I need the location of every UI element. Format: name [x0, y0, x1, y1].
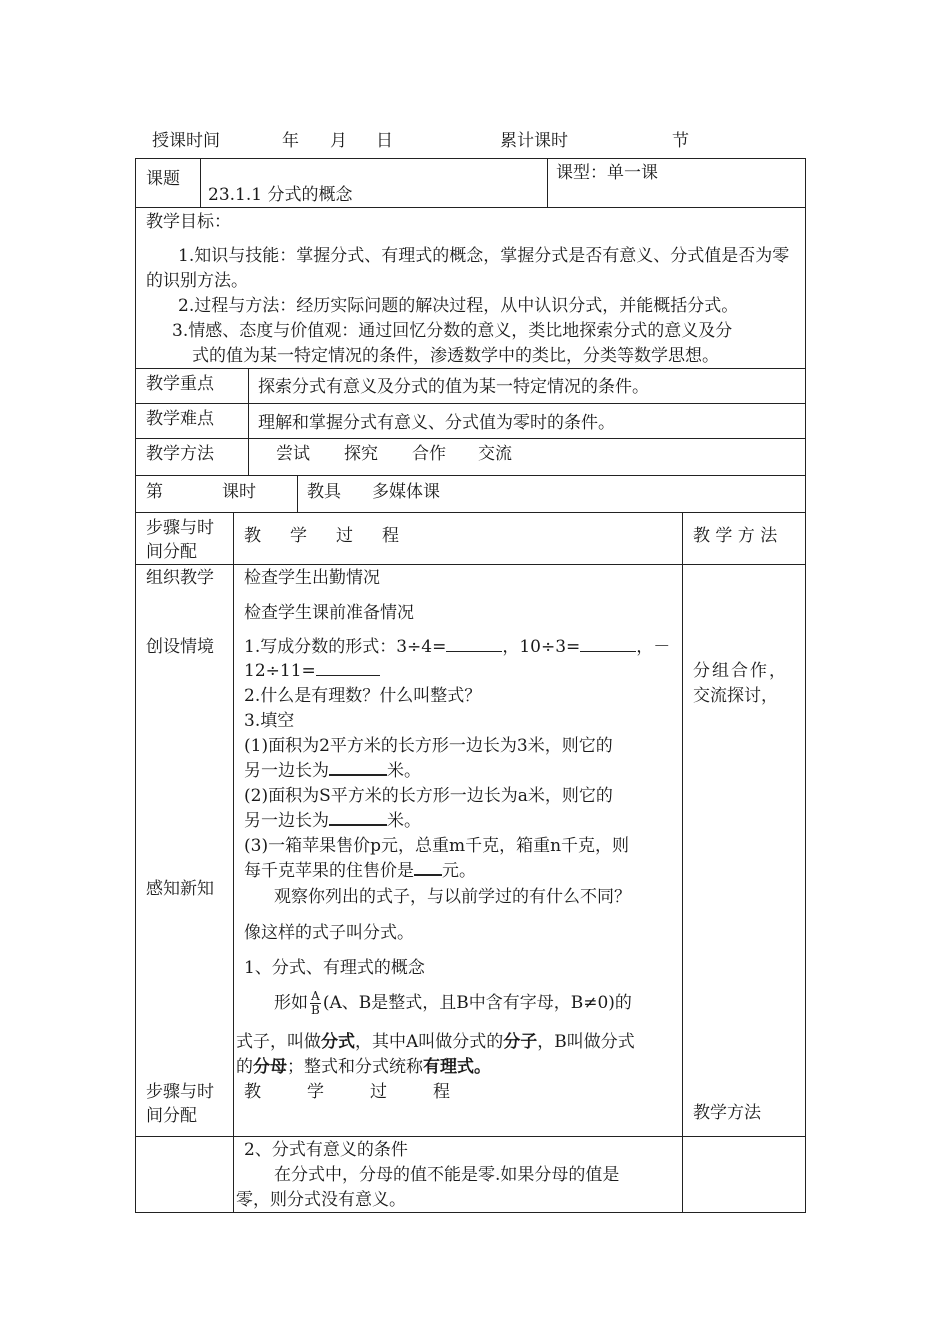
concept-title: 1、分式、有理式的概念 [244, 958, 425, 978]
q1-part-d: 12÷11= [244, 661, 316, 681]
method-item-try: 尝试 [276, 444, 310, 464]
condition-title: 2、分式有意义的条件 [244, 1140, 408, 1160]
steps-header-line2: 间分配 [146, 542, 197, 562]
process-table [135, 512, 806, 1213]
fraction-a-over-b [310, 990, 321, 1017]
q3-3-line2 [244, 859, 476, 883]
q1-part-a: 1.写成分数的形式：3÷4= [244, 637, 447, 657]
key-point-label: 教学重点 [146, 374, 214, 394]
term-denominator: 分母 [253, 1057, 287, 1077]
objectives-title: 教学目标： [146, 212, 231, 232]
def-l2-a: 的 [236, 1057, 253, 1077]
step-organize: 组织教学 [146, 568, 214, 588]
method-label: 教学方法 [146, 444, 214, 464]
process-header: 教 学 过 程 [244, 526, 405, 546]
check-attendance: 检查学生出勤情况 [244, 568, 380, 588]
steps-repeat-line1: 步骤与时 [146, 1082, 214, 1102]
objective-attitude-line1: 3.情感、态度与价值观：通过回忆分数的意义，类比地探索分式的意义及分 [172, 321, 733, 341]
condition-line2: 零，则分式没有意义。 [236, 1190, 406, 1210]
month-label: 月 [330, 131, 347, 151]
lesson-type: 课型：单一课 [556, 163, 658, 183]
term-fraction: 分式 [321, 1032, 355, 1052]
q3-2-line1: (2)面积为S平方米的长方形一边长为a米，则它的 [244, 786, 613, 806]
form-condition: (A、B是整式，且B中含有字母，B≠0)的 [322, 993, 632, 1013]
methods-header: 教 学 方 法 [693, 526, 778, 546]
q3-1-blank[interactable] [329, 760, 387, 776]
method-row [135, 438, 806, 476]
q1-part-b: ，10÷3= [502, 637, 581, 657]
difficulty-row [135, 403, 806, 439]
method-group-line2: 交流探讨， [693, 686, 778, 706]
period-ks: 课时 [222, 482, 256, 502]
q3-1-line2 [244, 759, 421, 783]
q1-blank-3[interactable] [316, 661, 380, 676]
method-item-communicate: 交流 [478, 444, 512, 464]
def-l1-c: ，其中A叫做分式的 [355, 1032, 504, 1052]
fraction-denominator: B [311, 1003, 320, 1017]
q3-3-unit: 元。 [442, 861, 476, 881]
term-rational-expression: 有理式。 [423, 1057, 491, 1077]
q3-2-line2 [244, 809, 421, 833]
page-header [0, 126, 950, 150]
def-l1-a: 式子，叫做 [236, 1032, 321, 1052]
q3-2-blank[interactable] [329, 810, 387, 826]
objective-attitude-line2: 式的值为某一特定情况的条件，渗透数学中的类比，分类等数学思想。 [192, 346, 719, 366]
cumulative-hours-label: 累计课时 [500, 131, 568, 151]
check-preparation: 检查学生课前准备情况 [244, 603, 414, 623]
q1-part-c: ，－ [636, 637, 671, 657]
q3-1-line1: (1)面积为2平方米的长方形一边长为3米，则它的 [244, 736, 613, 756]
question-2: 2.什么是有理数？什么叫整式？ [244, 686, 482, 706]
difficulty-label: 教学难点 [146, 409, 214, 429]
condition-line1: 在分式中，分母的值不能是零.如果分母的值是 [274, 1165, 620, 1185]
steps-repeat-line2: 间分配 [146, 1106, 197, 1126]
process-heading-repeat: 教 学 过 程 [244, 1082, 454, 1102]
definition-line2 [236, 1055, 491, 1079]
step-perceive: 感知新知 [146, 879, 214, 899]
key-point-value: 探索分式有意义及分式的值为某一特定情况的条件。 [258, 377, 649, 397]
topic-label: 课题 [146, 169, 180, 189]
question-3: 3.填空 [244, 711, 295, 731]
def-l1-e: ，B叫做分式 [537, 1032, 635, 1052]
difficulty-value: 理解和掌握分式有意义、分式值为零时的条件。 [258, 413, 615, 433]
fraction-form-line [274, 990, 632, 1017]
methods-heading-repeat: 教学方法 [693, 1103, 761, 1123]
form-prefix: 形如 [274, 993, 308, 1013]
method-group-line1: 分组合作， [693, 661, 788, 681]
observe-prompt: 观察你列出的式子，与以前学过的有什么不同？ [274, 887, 631, 907]
day-label: 日 [376, 131, 393, 151]
tools-value: 多媒体课 [372, 482, 440, 502]
year-label: 年 [282, 131, 299, 151]
q3-2-prefix: 另一边长为 [244, 811, 329, 831]
teaching-time-label: 授课时间 [152, 131, 220, 151]
q3-2-unit: 米。 [387, 811, 421, 831]
period-row [135, 475, 806, 513]
def-l2-c: ；整式和分式统称 [287, 1057, 423, 1077]
q3-1-unit: 米。 [387, 761, 421, 781]
like-this-statement: 像这样的式子叫分式。 [244, 923, 414, 943]
topic-value: 23.1.1 分式的概念 [208, 185, 353, 205]
question-1-line1 [244, 635, 670, 659]
q1-blank-2[interactable] [580, 637, 636, 652]
topic-row [135, 158, 806, 208]
q1-blank-1[interactable] [446, 637, 502, 652]
tools-label: 教具 [307, 482, 341, 502]
question-1-line2 [244, 659, 380, 683]
objective-knowledge: 1.知识与技能：掌握分式、有理式的概念，掌握分式是否有意义、分式值是否为零的识别方法。 [146, 246, 790, 291]
step-create: 创设情境 [146, 637, 214, 657]
q3-3-line1: (3)一箱苹果售价p元，总重m千克，箱重n千克，则 [244, 836, 630, 856]
steps-header-line1: 步骤与时 [146, 518, 214, 538]
method-item-explore: 探究 [344, 444, 378, 464]
objectives-section [135, 207, 806, 369]
method-item-cooperate: 合作 [412, 444, 446, 464]
term-numerator: 分子 [503, 1032, 538, 1052]
q3-3-prefix: 每千克苹果的住售价是 [244, 861, 414, 881]
definition-line1 [236, 1030, 635, 1054]
key-point-row [135, 368, 806, 404]
period-di: 第 [146, 482, 163, 502]
fraction-numerator: A [311, 989, 320, 1003]
section-label: 节 [672, 131, 689, 151]
q3-3-blank[interactable] [414, 860, 442, 876]
objective-process: 2.过程与方法：经历实际问题的解决过程，从中认识分式，并能概括分式。 [178, 296, 739, 316]
q3-1-prefix: 另一边长为 [244, 761, 329, 781]
